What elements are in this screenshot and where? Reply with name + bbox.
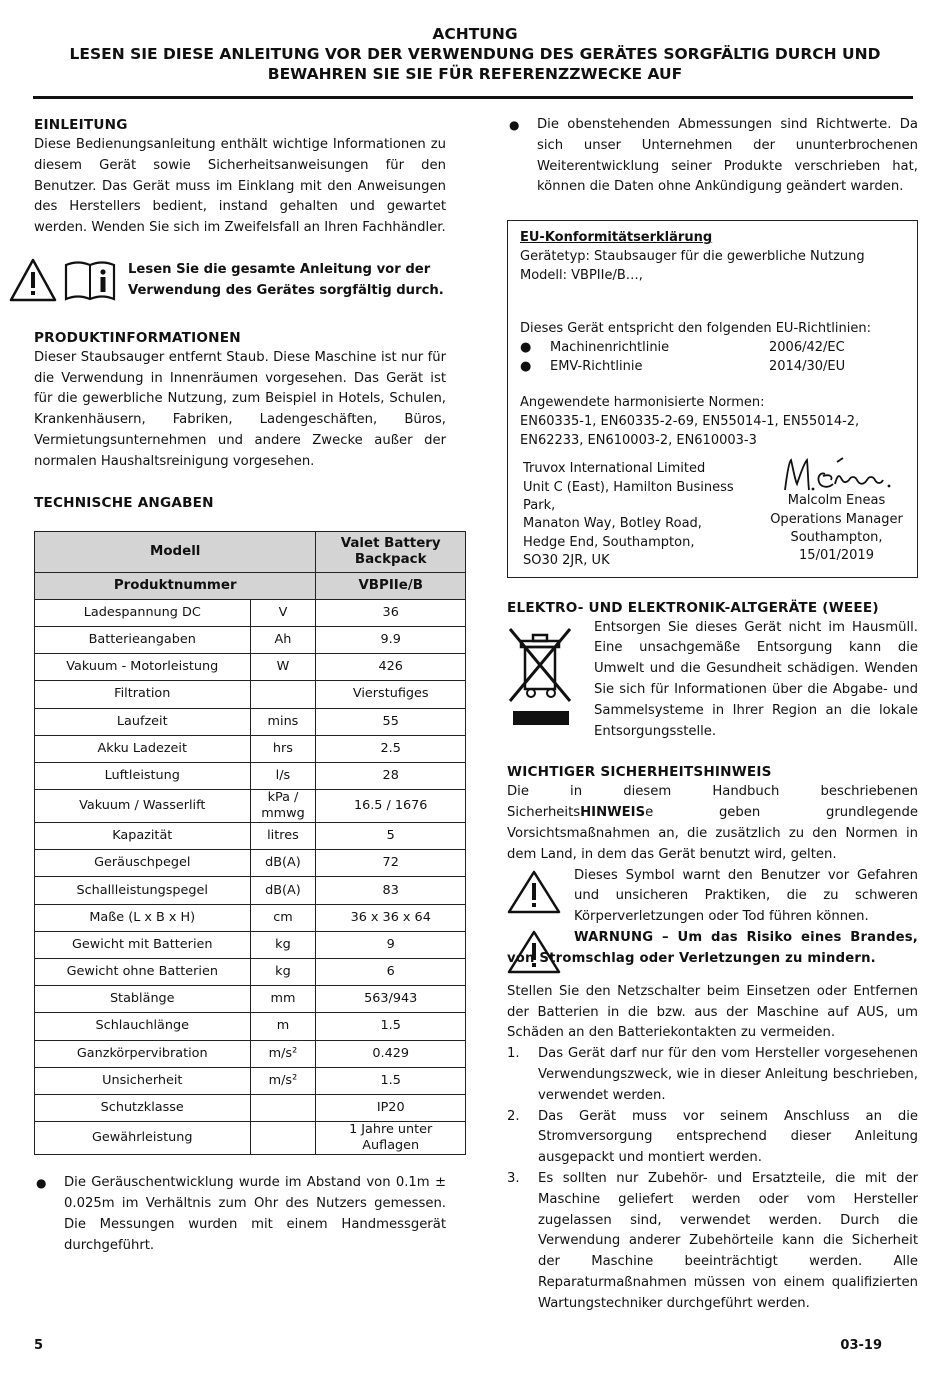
spec-row: [35, 850, 466, 877]
spec-label: Kapazität: [35, 823, 251, 850]
spec-row: [35, 986, 466, 1013]
spec-label: Gewicht mit Batterien: [35, 931, 251, 958]
spec-label: Schallleistungspegel: [35, 877, 251, 904]
spec-row: [35, 1067, 466, 1094]
right-column: [507, 115, 918, 1315]
manufacturer-address: Truvox International Limited Unit C (East), Hamilton Business Park, Manaton Way, Botley Road, Hedge End, Southampton, SO30 2JR, UK: [523, 461, 734, 569]
spec-label: Geräuschpegel: [35, 850, 251, 877]
eu-device-type: Gerätetyp: Staubsauger für die gewerbliche Nutzung: [520, 249, 865, 265]
bullet-dot: ●: [509, 118, 520, 132]
document-code: 03-19: [840, 1338, 882, 1353]
noise-note: [34, 1173, 446, 1256]
eu-directives-intro: Dieses Gerät entspricht den folgenden EU-Richtlinien:: [520, 321, 871, 337]
spec-unit: dB(A): [250, 850, 316, 877]
spec-unit: m: [250, 1013, 316, 1040]
left-column: [34, 115, 446, 1256]
header-line-2: LESEN SIE DIESE ANLEITUNG VOR DER VERWENDUNG DES GERÄTES SORGFÄLTIG DURCH UND: [69, 45, 881, 63]
spec-value: 9.9: [316, 626, 466, 653]
specs-heading: TECHNISCHE ANGABEN: [34, 494, 214, 511]
spec-row: [35, 877, 466, 904]
list-item: 2. Das Gerät muss vor seinem Anschluss an die Stromversorgung entsprechend dieser Anleitung ausgepackt und montiert werden.: [507, 1108, 918, 1166]
spec-label: Ganzkörpervibration: [35, 1040, 251, 1067]
fire-warning: [507, 928, 918, 982]
spec-unit: hrs: [250, 735, 316, 762]
spec-row: [35, 1094, 466, 1121]
eu-declaration-box: [507, 220, 918, 577]
spec-unit: V: [250, 599, 316, 626]
dimensions-note-text: Die obenstehenden Abmessungen sind Richtwerte. Da sich unser Unternehmen der ununterbrochenen Weiterentwicklung seiner Produkte verschrieben hat, können die Daten ohne Ankündigung geändert warden.: [537, 117, 918, 195]
spec-label: Stablänge: [35, 986, 251, 1013]
crossed-bin-icon: [507, 618, 594, 743]
spec-value: 16.5 / 1676: [316, 790, 466, 823]
bullet-dot: ●: [36, 1176, 47, 1191]
spec-row: [35, 1122, 466, 1155]
eu-model: Modell: VBPIIe/B…,: [520, 268, 643, 284]
spec-value: 1.5: [316, 1013, 466, 1040]
specs-header-row: [35, 531, 466, 572]
spec-value: 563/943: [316, 986, 466, 1013]
spec-label: Batterieangaben: [35, 626, 251, 653]
spec-unit: W: [250, 654, 316, 681]
spec-row: [35, 823, 466, 850]
read-manual-icon: [62, 257, 118, 311]
list-item: 3. Es sollten nur Zubehör- und Ersatzteile, die mit der Maschine geliefert werden oder vom Hersteller zugelassen sind, verwendet werden. Durch die Verwendung anderer Zubehörteile kann die Sicherheit der Maschine beeinträchtigt werden. Alle Reparaturmaßnahmen müssen von einem qualifizierten Wartungstechniker durchgeführt werden.: [507, 1170, 918, 1311]
spec-value: 426: [316, 654, 466, 681]
spec-label: Luftleistung: [35, 762, 251, 789]
symbol-text: Dieses Symbol warnt den Benutzer vor Gefahren und unsicheren Praktiken, die zu schweren Körperverletzungen oder Tod führen können.: [574, 867, 918, 925]
spec-value: 83: [316, 877, 466, 904]
eu-norms-line-1: EN60335-1, EN60335-2-69, EN55014-1, EN55014-2,: [520, 414, 860, 430]
part-number-label: Produktnummer: [35, 572, 316, 599]
spec-label: Gewicht ohne Batterien: [35, 959, 251, 986]
spec-unit: litres: [250, 823, 316, 850]
handwritten-signature: [768, 454, 905, 492]
place-date: Southampton, 15/01/2019: [790, 530, 883, 564]
spec-label: Maße (L x B x H): [35, 904, 251, 931]
warning-triangle-icon: [507, 866, 574, 928]
spec-unit: [250, 1122, 316, 1155]
weee-text: Entsorgen Sie dieses Gerät nicht im Hausmüll. Eine unsachgemäße Entsorgung kann die Umwelt und die Gesundheit schädigen. Wenden Sie sich für Informationen über die Abgabe- und Sammelsysteme in Ihrer Region an die lokale Entsorgungsstelle.: [594, 619, 918, 739]
spec-unit: kg: [250, 931, 316, 958]
specs-table: [34, 531, 466, 1156]
spec-row: [35, 654, 466, 681]
eu-title: EU-Konformitätserklärung: [520, 230, 713, 246]
intro-heading: EINLEITUNG: [34, 117, 128, 133]
spec-value: Vierstufiges: [316, 681, 466, 708]
spec-unit: Ah: [250, 626, 316, 653]
header-rule: [33, 96, 913, 99]
weee-section: [507, 618, 918, 743]
safety-list: [507, 1044, 918, 1314]
spec-unit: l/s: [250, 762, 316, 789]
safety-heading: WICHTIGER SICHERHEITSHINWEIS: [507, 764, 772, 781]
spec-unit: dB(A): [250, 877, 316, 904]
eu-address-block: [520, 460, 905, 570]
spec-value: 72: [316, 850, 466, 877]
header-line-3: BEWAHREN SIE SIE FÜR REFERENZZWECKE AUF: [267, 65, 683, 83]
spec-label: Schlauchlänge: [35, 1013, 251, 1040]
spec-value: 9: [316, 931, 466, 958]
spec-row: [35, 790, 466, 823]
spec-unit: cm: [250, 904, 316, 931]
list-item: 1. Das Gerät darf nur für den vom Hersteller vorgesehenen Verwendungszweck, wie in dieser Anleitung beschrieben, verwendet werden.: [507, 1046, 918, 1103]
intro-text: Diese Bedienungsanleitung enthält wichtige Informationen zu diesem Gerät sowie Sicherheitsanweisungen für den Benutzer. Das Gerät muss im Einklang mit den Anweisungen des Herstellers bedient, instand gehalten und gewartet werden. Wenden Sie sich im Zweifelsfall an Ihren Fachhändler.: [34, 137, 446, 236]
model-label: Modell: [35, 531, 316, 572]
spec-row: [35, 1013, 466, 1040]
spec-value: 0.429: [316, 1040, 466, 1067]
spec-label: Filtration: [35, 681, 251, 708]
signatory-name: Malcolm Eneas: [787, 493, 886, 509]
safety-intro: Die in diesem Handbuch beschriebenen SicherheitsHINWEISe geben grundlegende Vorsichtsmaßnahmen an, die zusätzlich zu den Normen in dem Land, in dem das Gerät benutzt wird, gelten.: [507, 784, 918, 862]
page-header: [30, 24, 920, 84]
spec-row: [35, 681, 466, 708]
spec-value: 2.5: [316, 735, 466, 762]
spec-value: 1 Jahre unter Auflagen: [316, 1122, 466, 1155]
read-manual-warning: [8, 257, 446, 311]
eu-directive-row: ● Machinenrichtlinie 2006/42/EC: [520, 340, 845, 356]
eu-norms-line-2: EN62233, EN610003-2, EN610003-3: [520, 433, 757, 449]
weee-heading: ELEKTRO- UND ELEKTRONIK-ALTGERÄTE (WEEE): [507, 599, 879, 616]
read-manual-line-2: Verwendung des Gerätes sorgfältig durch.: [128, 282, 444, 298]
noise-note-text: Die Geräuschentwicklung wurde im Abstand von 0.1m ± 0.025m im Verhältnis zum Ohr des Nutzers gemessen. Die Messungen wurden mit einem Handmessgerät durchgeführt.: [64, 1175, 446, 1253]
spec-row: [35, 1040, 466, 1067]
spec-unit: m/s²: [250, 1040, 316, 1067]
symbol-explanation: [507, 866, 918, 928]
switch-text: Stellen Sie den Netzschalter beim Einsetzen oder Entfernen der Batterien in die bzw. aus der Maschine auf AUS, um Schäden an den Batteriekontakten zu vermeiden.: [507, 983, 918, 1041]
spec-unit: mins: [250, 708, 316, 735]
spec-unit: mm: [250, 986, 316, 1013]
spec-unit: [250, 681, 316, 708]
dimensions-note: [507, 115, 918, 198]
warning-triangle-icon: [8, 257, 58, 311]
part-number-row: [35, 572, 466, 599]
spec-row: [35, 904, 466, 931]
spec-label: Unsicherheit: [35, 1067, 251, 1094]
spec-row: [35, 959, 466, 986]
spec-label: Laufzeit: [35, 708, 251, 735]
spec-value: 1.5: [316, 1067, 466, 1094]
spec-row: [35, 708, 466, 735]
spec-row: [35, 931, 466, 958]
spec-value: 6: [316, 959, 466, 986]
spec-value: 36: [316, 599, 466, 626]
spec-label: Vakuum - Motorleistung: [35, 654, 251, 681]
spec-value: 28: [316, 762, 466, 789]
spec-row: [35, 599, 466, 626]
spec-label: Vakuum / Wasserlift: [35, 790, 251, 823]
spec-value: 55: [316, 708, 466, 735]
header-line-1: ACHTUNG: [432, 25, 518, 43]
eu-directive-row: ● EMV-Richtlinie 2014/30/EU: [520, 359, 846, 375]
spec-row: [35, 762, 466, 789]
spec-label: Akku Ladezeit: [35, 735, 251, 762]
spec-label: Gewährleistung: [35, 1122, 251, 1155]
spec-unit: kg: [250, 959, 316, 986]
model-value: Valet Battery Backpack: [316, 531, 466, 572]
spec-value: 5: [316, 823, 466, 850]
spec-unit: [250, 1094, 316, 1121]
signatory-title: Operations Manager: [770, 511, 903, 527]
spec-label: Schutzklasse: [35, 1094, 251, 1121]
part-number-value: VBPIIe/B: [316, 572, 466, 599]
spec-row: [35, 626, 466, 653]
signature-block: [768, 460, 905, 570]
spec-label: Ladespannung DC: [35, 599, 251, 626]
warning-text: WARNUNG – Um das Risiko eines Brandes, von Stromschlag oder Verletzungen zu mindern.: [507, 929, 918, 966]
spec-value: IP20: [316, 1094, 466, 1121]
spec-unit: m/s²: [250, 1067, 316, 1094]
product-heading: PRODUKTINFORMATIONEN: [34, 329, 241, 346]
spec-unit: kPa / mmwg: [250, 790, 316, 823]
page-number: 5: [34, 1338, 44, 1353]
eu-norms-label: Angewendete harmonisierte Normen:: [520, 395, 765, 411]
spec-value: 36 x 36 x 64: [316, 904, 466, 931]
spec-row: [35, 735, 466, 762]
product-text: Dieser Staubsauger entfernt Staub. Diese Maschine ist nur für die Verwendung in Innenräumen vorgesehen. Das Gerät ist für die gewerbliche Nutzung, zum Beispiel in Hotels, Schulen, Krankenhäusern, Fabriken, Ladengeschäften, Büros, Vermietungsunternehmen und andere Zwecke außer der normalen Haushaltsreinigung vorgesehen.: [34, 349, 446, 469]
read-manual-line-1: Lesen Sie die gesamte Anleitung vor der: [128, 261, 431, 277]
